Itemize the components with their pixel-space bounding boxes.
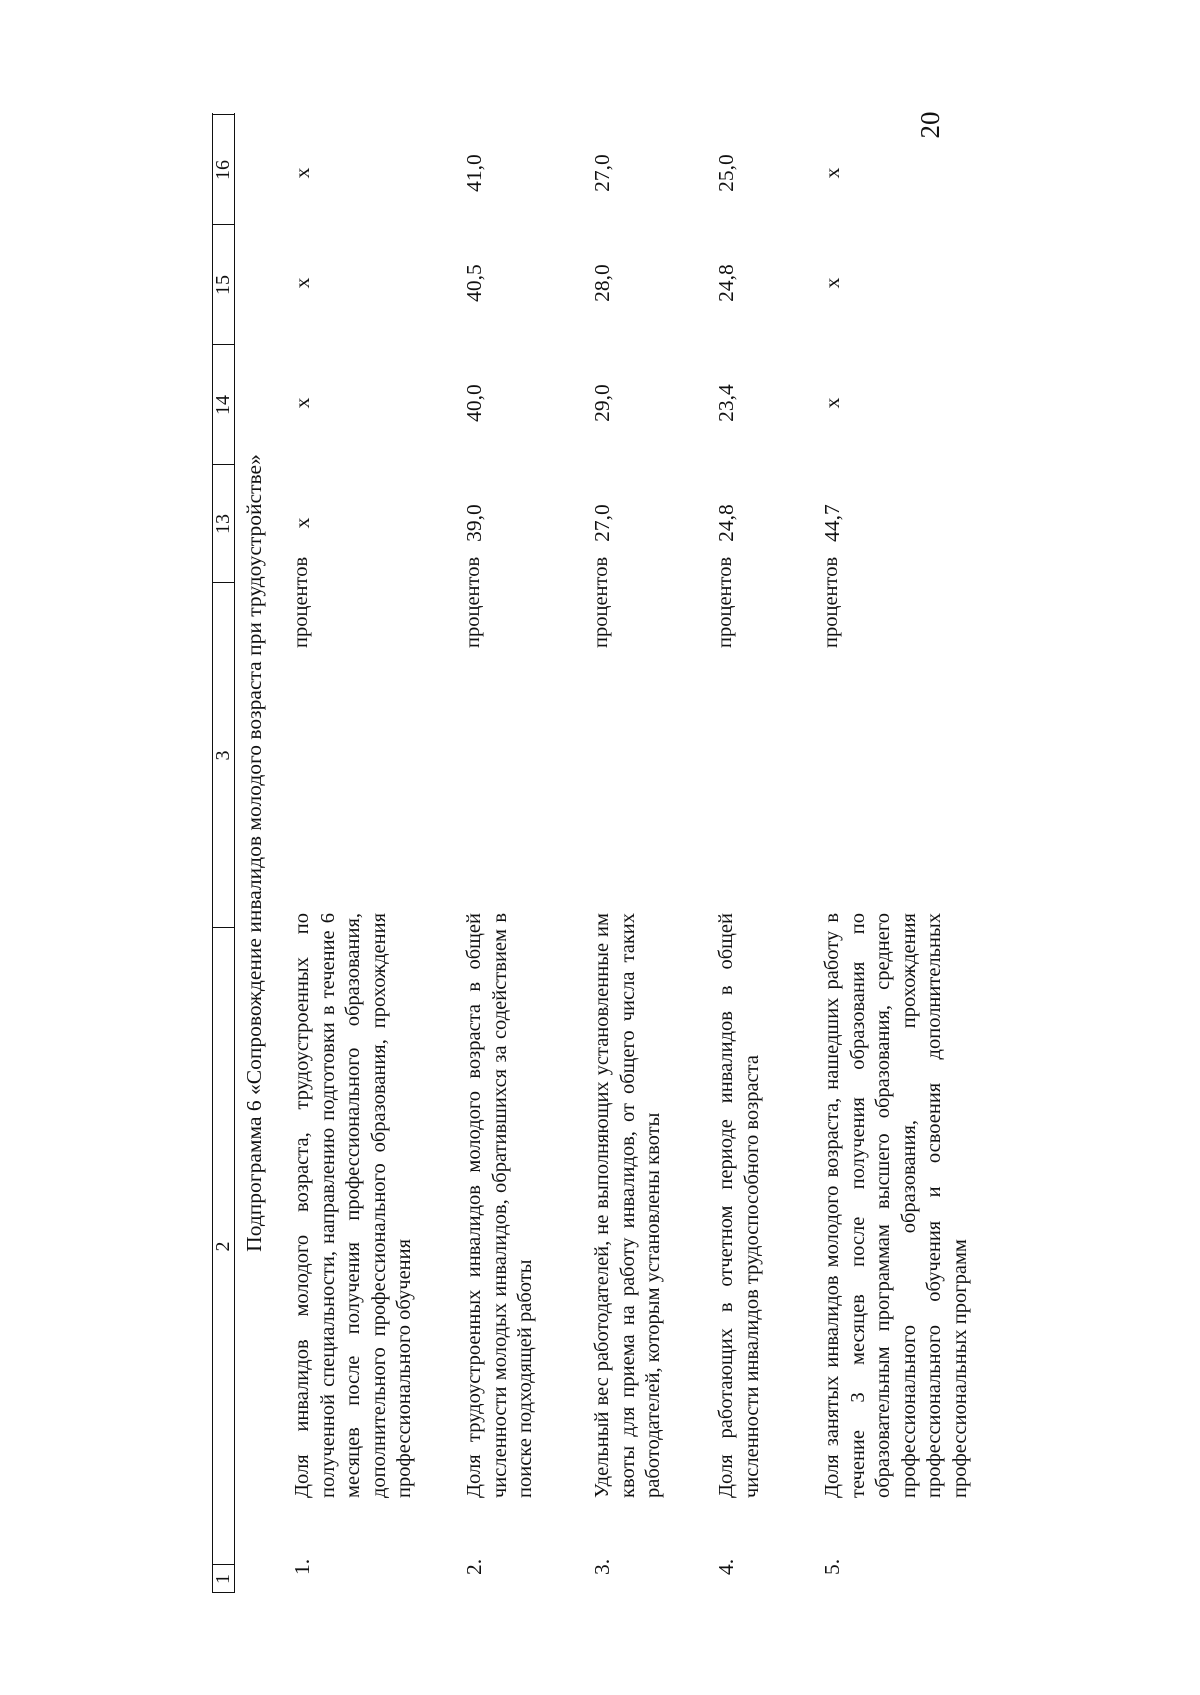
value-cell: x (290, 277, 314, 289)
value-cell: 44,7 (820, 504, 844, 542)
page-number: 20 (915, 111, 945, 139)
rotated-table (212, 113, 1032, 1593)
indicator-text: Доля инвалидов молодого возраста, трудоустроенных по полученной специальности, направлению подготовки в течение 6 месяцев после получения профессионального образования, дополнительного профессионального образования, прохождения профессионального обучения (291, 913, 415, 1498)
value-cell: 25,0 (714, 154, 738, 192)
value-cell: x (820, 167, 844, 179)
value-cell: x (290, 517, 314, 529)
row-number: 5. (820, 1558, 844, 1575)
column-header: 14 (212, 395, 234, 415)
column-header: 2 (212, 1241, 234, 1252)
value-cell: 28,0 (590, 264, 614, 302)
value-cell: 29,0 (590, 384, 614, 422)
unit-cell: процентов (590, 556, 612, 648)
unit-cell: процентов (462, 556, 484, 648)
indicator-text: Доля трудоустроенных инвалидов молодого возраста в общей численности молодых инвалидов, обратившихся за содействием в поиске подходящей работы (463, 913, 536, 1498)
row-number: 3. (590, 1558, 614, 1575)
row-number: 1. (290, 1558, 314, 1575)
value-cell: 39,0 (462, 504, 486, 542)
value-cell: 40,5 (462, 264, 486, 302)
column-header: 16 (212, 160, 234, 180)
row-number: 4. (714, 1558, 738, 1575)
unit-cell: процентов (290, 556, 312, 648)
value-cell: x (820, 397, 844, 409)
value-cell: 27,0 (590, 154, 614, 192)
column-header: 1 (212, 1574, 234, 1584)
column-header: 15 (212, 275, 234, 295)
value-cell: 40,0 (462, 384, 486, 422)
value-cell: x (290, 397, 314, 409)
value-cell: 23,4 (714, 384, 738, 422)
row-number: 2. (462, 1558, 486, 1575)
header-bottom-border (234, 113, 235, 1593)
column-header: 13 (212, 514, 234, 534)
value-cell: 41,0 (462, 154, 486, 192)
subprogram-title: Подпрограмма 6 «Сопровождение инвалидов молодого возраста при трудоустройстве» (242, 454, 266, 1252)
value-cell: 24,8 (714, 504, 738, 542)
column-header: 3 (212, 750, 234, 761)
value-cell: x (290, 167, 314, 179)
value-cell: 27,0 (590, 504, 614, 542)
unit-cell: процентов (714, 556, 736, 648)
value-cell: x (820, 277, 844, 289)
indicator-text: Удельный вес работодателей, не выполняющих установленные им квоты для приема на работу инвалидов, от общего числа таких работодателей, которым установлены квоты (591, 913, 664, 1498)
indicator-text: Доля работающих в отчетном периоде инвалидов в общей численности инвалидов трудоспособного возраста (715, 913, 763, 1498)
indicator-text: Доля занятых инвалидов молодого возраста, нашедших работу в течение 3 месяцев после получения образования по образовательным программам высшего образования, среднего профессионального образования, прохождения профессионального обучения и освоения дополнительных профессиональных программ (821, 913, 971, 1498)
value-cell: 24,8 (714, 264, 738, 302)
unit-cell: процентов (820, 556, 842, 648)
